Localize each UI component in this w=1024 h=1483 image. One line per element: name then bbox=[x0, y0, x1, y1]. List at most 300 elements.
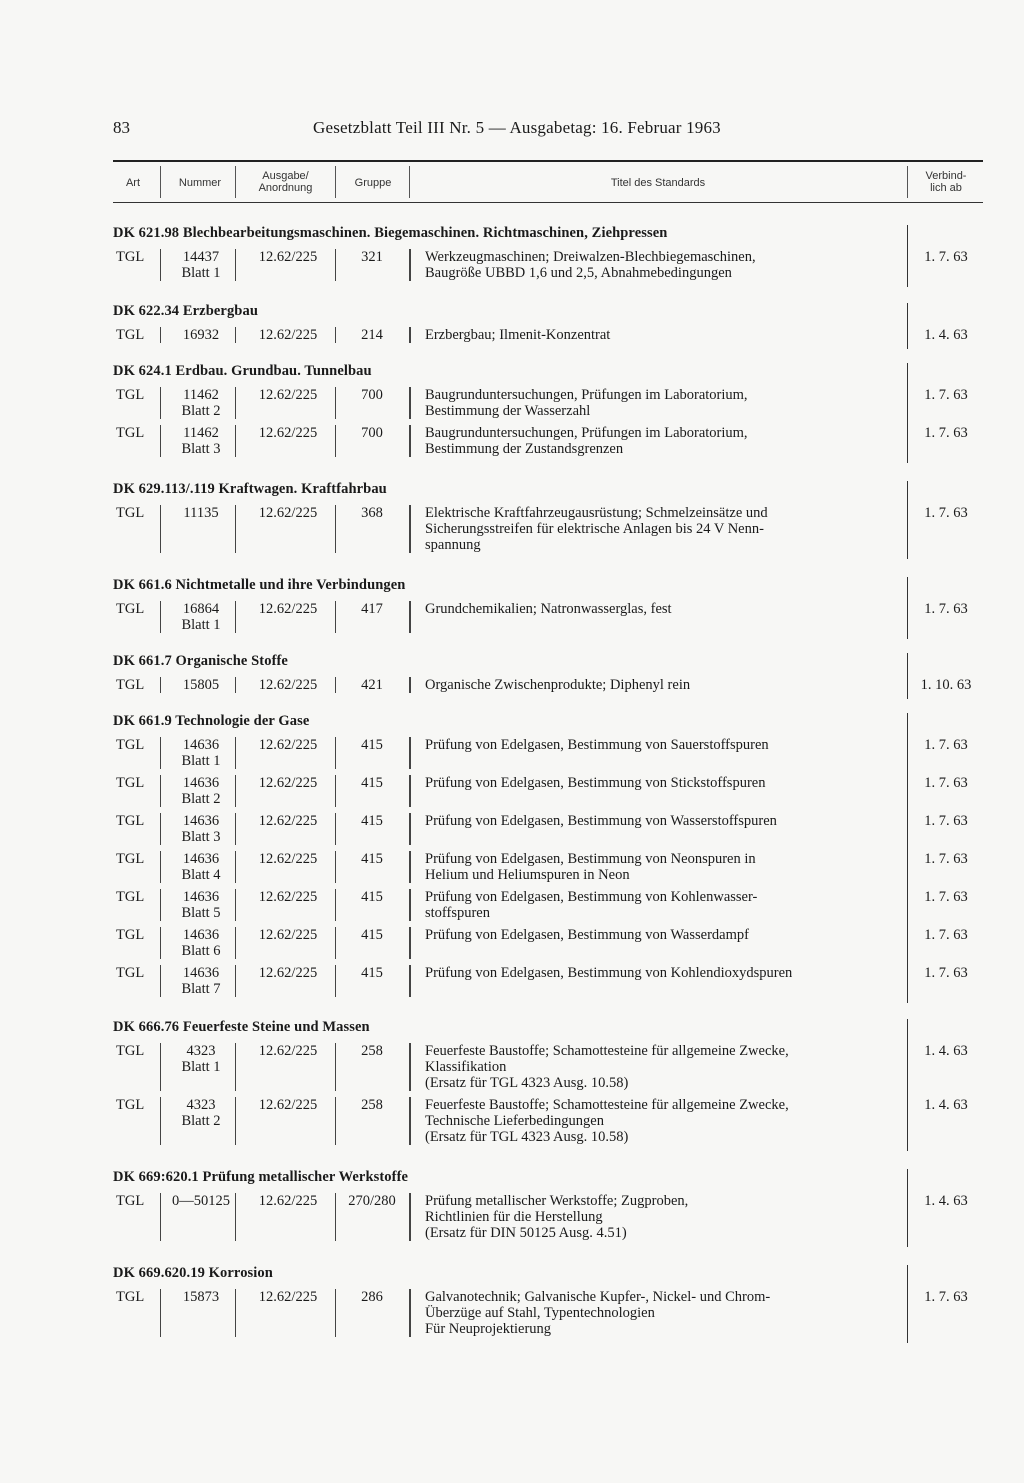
entry-number-line: Blatt 5 bbox=[181, 905, 221, 921]
cell-divider bbox=[409, 813, 411, 845]
cell-divider bbox=[235, 677, 236, 693]
cell-divider bbox=[235, 889, 236, 921]
page-number: 83 bbox=[113, 118, 130, 137]
cell-divider bbox=[409, 327, 411, 343]
entry-number bbox=[161, 889, 241, 921]
cell-divider bbox=[409, 965, 411, 997]
entry-verbindlich: 1. 7. 63 bbox=[924, 249, 968, 265]
entry-number-line: 11462 bbox=[183, 387, 219, 403]
entry-title-line: Prüfung von Edelgasen, Bestimmung von Neonspuren in bbox=[425, 851, 756, 867]
entry-ausgabe: 12.62/225 bbox=[258, 1097, 318, 1113]
dk-section bbox=[113, 1169, 983, 1241]
cell-divider bbox=[160, 775, 161, 807]
dk-heading: DK 661.9 Technologie der Gase bbox=[113, 713, 310, 729]
cell-divider bbox=[409, 425, 411, 457]
entry-title-line: Grundchemikalien; Natronwasserglas, fest bbox=[425, 601, 672, 617]
column-nummer: Nummer bbox=[178, 177, 222, 189]
entry-gruppe: 415 bbox=[361, 889, 383, 905]
column-titel: Titel des Standards bbox=[610, 177, 706, 189]
entry-number bbox=[161, 737, 241, 769]
entry-number-line: Blatt 3 bbox=[181, 441, 221, 457]
entry-gruppe: 270/280 bbox=[348, 1193, 396, 1209]
entry-ausgabe: 12.62/225 bbox=[258, 1043, 318, 1059]
entry-gruppe: 417 bbox=[361, 601, 383, 617]
entry-title-line: Sicherungsstreifen für elektrische Anlagen bis 24 V Nenn- bbox=[425, 521, 764, 537]
cell-divider bbox=[160, 505, 161, 553]
page-header bbox=[113, 118, 983, 148]
entry-title-line: Prüfung metallischer Werkstoffe; Zugproben, bbox=[425, 1193, 689, 1209]
entry-number-line: 16932 bbox=[182, 327, 220, 343]
entry-number-line: Blatt 1 bbox=[181, 753, 221, 769]
entry-title-line: Klassifikation bbox=[425, 1059, 507, 1075]
column-verbindlich bbox=[909, 170, 983, 194]
standards-list bbox=[113, 225, 983, 1337]
cell-divider bbox=[160, 851, 161, 883]
entry-title-line: Prüfung von Edelgasen, Bestimmung von Kohlendioxydspuren bbox=[425, 965, 793, 981]
entry-number-line: 0—50125 bbox=[172, 1193, 230, 1209]
entry-number-line: Blatt 2 bbox=[181, 403, 221, 419]
column-ausgabe bbox=[238, 170, 333, 194]
entry-gruppe: 258 bbox=[361, 1097, 383, 1113]
cell-divider bbox=[160, 425, 161, 457]
entry-verbindlich: 1. 7. 63 bbox=[924, 965, 968, 981]
entry-gruppe: 415 bbox=[361, 965, 383, 981]
entry-title-line: Prüfung von Edelgasen, Bestimmung von Wasserdampf bbox=[425, 927, 749, 943]
entry-gruppe: 415 bbox=[361, 813, 383, 829]
entry-title-line: (Ersatz für DIN 50125 Ausg. 4.51) bbox=[425, 1225, 627, 1241]
entry-title-line: Werkzeugmaschinen; Dreiwalzen-Blechbiegemaschinen, bbox=[425, 249, 756, 265]
entry-number bbox=[161, 851, 241, 883]
entry-number-line: 14636 bbox=[182, 889, 220, 905]
cell-divider bbox=[335, 737, 336, 769]
entry-number-line: Blatt 6 bbox=[181, 943, 221, 959]
entry-number bbox=[161, 1289, 241, 1305]
entry-number bbox=[161, 813, 241, 845]
entry-ausgabe: 12.62/225 bbox=[258, 387, 318, 403]
entry-title bbox=[425, 1193, 905, 1241]
entry-title-line: Für Neuprojektierung bbox=[425, 1321, 552, 1337]
column-ausgabe-line1: Ausgabe/ bbox=[262, 170, 309, 182]
entry-art: TGL bbox=[116, 387, 145, 403]
entry-title bbox=[425, 387, 905, 419]
date-column-rule bbox=[907, 1169, 908, 1247]
date-column-rule bbox=[907, 653, 908, 699]
entry-title bbox=[425, 249, 905, 281]
cell-divider bbox=[235, 1193, 236, 1241]
cell-divider bbox=[235, 425, 236, 457]
entry-title-line: spannung bbox=[425, 537, 481, 553]
entry-ausgabe: 12.62/225 bbox=[258, 249, 318, 265]
cell-divider bbox=[335, 327, 336, 343]
cell-divider bbox=[409, 889, 411, 921]
column-header-row bbox=[113, 162, 983, 203]
entry-ausgabe: 12.62/225 bbox=[258, 425, 318, 441]
dk-section bbox=[113, 1019, 983, 1145]
entry-number-line: 14636 bbox=[182, 813, 220, 829]
entry-ausgabe: 12.62/225 bbox=[258, 1193, 318, 1209]
cell-divider bbox=[160, 737, 161, 769]
cell-divider bbox=[235, 737, 236, 769]
entry-verbindlich: 1. 4. 63 bbox=[924, 1097, 968, 1113]
cell-divider bbox=[335, 927, 336, 959]
dk-heading: DK 661.6 Nichtmetalle und ihre Verbindungen bbox=[113, 577, 406, 593]
column-divider bbox=[160, 166, 161, 198]
entry-number-line: 4323 bbox=[186, 1097, 216, 1113]
entry-number bbox=[161, 1043, 241, 1075]
standard-entry bbox=[113, 327, 983, 343]
standard-entry bbox=[113, 927, 983, 959]
entry-number-line: 15873 bbox=[182, 1289, 220, 1305]
cell-divider bbox=[160, 813, 161, 845]
cell-divider bbox=[409, 601, 411, 633]
entry-gruppe: 214 bbox=[361, 327, 383, 343]
entry-art: TGL bbox=[116, 737, 145, 753]
cell-divider bbox=[160, 1097, 161, 1145]
date-column-rule bbox=[907, 303, 908, 349]
entry-art: TGL bbox=[116, 889, 145, 905]
dk-section bbox=[113, 481, 983, 553]
cell-divider bbox=[235, 249, 236, 281]
entry-title bbox=[425, 677, 905, 693]
standard-entry bbox=[113, 851, 983, 883]
column-divider bbox=[409, 166, 410, 198]
entry-art: TGL bbox=[116, 813, 145, 829]
dk-section bbox=[113, 363, 983, 457]
cell-divider bbox=[409, 927, 411, 959]
standard-entry bbox=[113, 1097, 983, 1145]
entry-title-line: Prüfung von Edelgasen, Bestimmung von Wasserstoffspuren bbox=[425, 813, 777, 829]
entry-gruppe: 321 bbox=[361, 249, 383, 265]
entry-gruppe: 286 bbox=[361, 1289, 383, 1305]
cell-divider bbox=[235, 1097, 236, 1145]
dk-section bbox=[113, 713, 983, 997]
entry-number-line: 14636 bbox=[182, 965, 220, 981]
cell-divider bbox=[335, 1289, 336, 1337]
standard-entry bbox=[113, 1289, 983, 1337]
dk-section bbox=[113, 1265, 983, 1337]
cell-divider bbox=[409, 775, 411, 807]
entry-title-line: stoffspuren bbox=[425, 905, 490, 921]
entry-number-line: 14636 bbox=[182, 927, 220, 943]
entry-verbindlich: 1. 4. 63 bbox=[924, 1193, 968, 1209]
standard-entry bbox=[113, 505, 983, 553]
cell-divider bbox=[235, 775, 236, 807]
entry-verbindlich: 1. 10. 63 bbox=[920, 677, 972, 693]
entry-number bbox=[161, 965, 241, 997]
column-art: Art bbox=[125, 177, 141, 189]
entry-number-line: 14636 bbox=[182, 851, 220, 867]
entry-title bbox=[425, 1043, 905, 1091]
entry-number-line: 14437 bbox=[182, 249, 220, 265]
entry-title-line: (Ersatz für TGL 4323 Ausg. 10.58) bbox=[425, 1075, 629, 1091]
standard-entry bbox=[113, 601, 983, 633]
cell-divider bbox=[235, 601, 236, 633]
entry-verbindlich: 1. 7. 63 bbox=[924, 813, 968, 829]
entry-title-line: Feuerfeste Baustoffe; Schamottesteine für allgemeine Zwecke, bbox=[425, 1043, 789, 1059]
cell-divider bbox=[335, 1097, 336, 1145]
entry-title bbox=[425, 813, 905, 829]
cell-divider bbox=[235, 851, 236, 883]
entry-number-line: Blatt 4 bbox=[181, 867, 221, 883]
entry-title-line: Helium und Heliumspuren in Neon bbox=[425, 867, 630, 883]
entry-art: TGL bbox=[116, 1097, 145, 1113]
cell-divider bbox=[335, 601, 336, 633]
entry-number bbox=[161, 775, 241, 807]
entry-title-line: Elektrische Kraftfahrzeugausrüstung; Schmelzeinsätze und bbox=[425, 505, 768, 521]
entry-art: TGL bbox=[116, 601, 145, 617]
cell-divider bbox=[235, 1043, 236, 1091]
entry-art: TGL bbox=[116, 677, 145, 693]
date-column-rule bbox=[907, 481, 908, 559]
entry-number bbox=[161, 927, 241, 959]
dk-section bbox=[113, 653, 983, 693]
entry-gruppe: 700 bbox=[361, 387, 383, 403]
cell-divider bbox=[409, 1193, 411, 1241]
cell-divider bbox=[335, 889, 336, 921]
entry-art: TGL bbox=[116, 327, 145, 343]
entry-title bbox=[425, 775, 905, 791]
cell-divider bbox=[409, 387, 411, 419]
entry-title-line: Organische Zwischenprodukte; Diphenyl rein bbox=[425, 677, 691, 693]
entry-gruppe: 415 bbox=[361, 737, 383, 753]
entry-title-line: Galvanotechnik; Galvanische Kupfer-, Nickel- und Chrom- bbox=[425, 1289, 771, 1305]
entry-number bbox=[161, 387, 241, 419]
dk-heading: DK 666.76 Feuerfeste Steine und Massen bbox=[113, 1019, 370, 1035]
entry-title-line: Feuerfeste Baustoffe; Schamottesteine für allgemeine Zwecke, bbox=[425, 1097, 789, 1113]
cell-divider bbox=[335, 813, 336, 845]
column-divider bbox=[335, 166, 336, 198]
entry-number-line: Blatt 3 bbox=[181, 829, 221, 845]
column-divider bbox=[907, 166, 908, 198]
column-verbindlich-line2: lich ab bbox=[930, 182, 962, 194]
entry-ausgabe: 12.62/225 bbox=[258, 775, 318, 791]
entry-title bbox=[425, 965, 905, 981]
entry-ausgabe: 12.62/225 bbox=[258, 965, 318, 981]
entry-verbindlich: 1. 7. 63 bbox=[924, 601, 968, 617]
entry-ausgabe: 12.62/225 bbox=[258, 889, 318, 905]
entry-title-line: Prüfung von Edelgasen, Bestimmung von Stickstoffspuren bbox=[425, 775, 766, 791]
cell-divider bbox=[160, 1043, 161, 1091]
cell-divider bbox=[235, 327, 236, 343]
column-verbindlich-line1: Verbind- bbox=[925, 170, 967, 182]
entry-title bbox=[425, 927, 905, 943]
entry-number-line: 15805 bbox=[182, 677, 220, 693]
cell-divider bbox=[409, 851, 411, 883]
entry-number-line: Blatt 1 bbox=[181, 265, 221, 281]
cell-divider bbox=[335, 249, 336, 281]
dk-heading: DK 669.620.19 Korrosion bbox=[113, 1265, 273, 1281]
standard-entry bbox=[113, 1043, 983, 1091]
entry-title bbox=[425, 1097, 905, 1145]
document-page bbox=[113, 118, 983, 1337]
cell-divider bbox=[409, 1097, 411, 1145]
entry-number-line: 14636 bbox=[182, 775, 220, 791]
cell-divider bbox=[235, 927, 236, 959]
entry-number bbox=[161, 1097, 241, 1129]
entry-title-line: Prüfung von Edelgasen, Bestimmung von Kohlenwasser- bbox=[425, 889, 758, 905]
entry-title-line: Bestimmung der Wasserzahl bbox=[425, 403, 591, 419]
entry-title bbox=[425, 505, 905, 553]
dk-section bbox=[113, 303, 983, 343]
entry-art: TGL bbox=[116, 1193, 145, 1209]
entry-art: TGL bbox=[116, 775, 145, 791]
entry-title-line: Baugrunduntersuchungen, Prüfungen im Laboratorium, bbox=[425, 387, 748, 403]
entry-number-line: 11462 bbox=[183, 425, 219, 441]
entry-title bbox=[425, 425, 905, 457]
entry-ausgabe: 12.62/225 bbox=[258, 813, 318, 829]
cell-divider bbox=[335, 1043, 336, 1091]
entry-number bbox=[161, 505, 241, 521]
column-gruppe: Gruppe bbox=[354, 177, 392, 189]
standard-entry bbox=[113, 737, 983, 769]
standard-entry bbox=[113, 775, 983, 807]
entry-verbindlich: 1. 7. 63 bbox=[924, 387, 968, 403]
entry-gruppe: 415 bbox=[361, 851, 383, 867]
entry-verbindlich: 1. 7. 63 bbox=[924, 1289, 968, 1305]
date-column-rule bbox=[907, 577, 908, 639]
entry-verbindlich: 1. 7. 63 bbox=[924, 737, 968, 753]
entry-gruppe: 421 bbox=[361, 677, 383, 693]
standard-entry bbox=[113, 1193, 983, 1241]
entry-title bbox=[425, 1289, 905, 1337]
entry-title-line: Baugröße UBBD 1,6 und 2,5, Abnahmebedingungen bbox=[425, 265, 732, 281]
entry-verbindlich: 1. 4. 63 bbox=[924, 1043, 968, 1059]
entry-art: TGL bbox=[116, 927, 145, 943]
entry-ausgabe: 12.62/225 bbox=[258, 851, 318, 867]
entry-verbindlich: 1. 7. 63 bbox=[924, 505, 968, 521]
cell-divider bbox=[335, 1193, 336, 1241]
cell-divider bbox=[335, 677, 336, 693]
entry-title bbox=[425, 851, 905, 883]
entry-title bbox=[425, 601, 905, 617]
entry-number-line: Blatt 1 bbox=[181, 617, 221, 633]
cell-divider bbox=[160, 601, 161, 633]
cell-divider bbox=[160, 1193, 161, 1241]
entry-ausgabe: 12.62/225 bbox=[258, 505, 318, 521]
cell-divider bbox=[235, 1289, 236, 1337]
cell-divider bbox=[160, 249, 161, 281]
page-header-title: Gesetzblatt Teil III Nr. 5 — Ausgabetag: 16. Februar 1963 bbox=[313, 118, 721, 137]
entry-art: TGL bbox=[116, 425, 145, 441]
entry-number-line: Blatt 2 bbox=[181, 791, 221, 807]
cell-divider bbox=[335, 775, 336, 807]
entry-verbindlich: 1. 7. 63 bbox=[924, 851, 968, 867]
entry-number-line: 16864 bbox=[182, 601, 220, 617]
entry-title-line: Prüfung von Edelgasen, Bestimmung von Sauerstoffspuren bbox=[425, 737, 769, 753]
cell-divider bbox=[335, 505, 336, 553]
entry-number bbox=[161, 425, 241, 457]
entry-title-line: (Ersatz für TGL 4323 Ausg. 10.58) bbox=[425, 1129, 629, 1145]
date-column-rule bbox=[907, 363, 908, 463]
entry-art: TGL bbox=[116, 249, 145, 265]
entry-verbindlich: 1. 7. 63 bbox=[924, 425, 968, 441]
entry-ausgabe: 12.62/225 bbox=[258, 737, 318, 753]
standard-entry bbox=[113, 249, 983, 281]
column-ausgabe-line2: Anordnung bbox=[258, 182, 313, 194]
standard-entry bbox=[113, 889, 983, 921]
cell-divider bbox=[160, 965, 161, 997]
dk-heading: DK 624.1 Erdbau. Grundbau. Tunnelbau bbox=[113, 363, 372, 379]
cell-divider bbox=[409, 1043, 411, 1091]
dk-heading: DK 629.113/.119 Kraftwagen. Kraftfahrbau bbox=[113, 481, 387, 497]
entry-number-line: 4323 bbox=[186, 1043, 216, 1059]
cell-divider bbox=[160, 1289, 161, 1337]
dk-heading: DK 621.98 Blechbearbeitungsmaschinen. Biegemaschinen. Richtmaschinen, Ziehpressen bbox=[113, 225, 668, 241]
entry-title-line: Erzbergbau; Ilmenit-Konzentrat bbox=[425, 327, 611, 343]
date-column-rule bbox=[907, 1019, 908, 1151]
entry-ausgabe: 12.62/225 bbox=[258, 601, 318, 617]
entry-verbindlich: 1. 7. 63 bbox=[924, 889, 968, 905]
entry-title bbox=[425, 889, 905, 921]
entry-number bbox=[161, 677, 241, 693]
entry-ausgabe: 12.62/225 bbox=[258, 927, 318, 943]
entry-title-line: Baugrunduntersuchungen, Prüfungen im Laboratorium, bbox=[425, 425, 748, 441]
date-column-rule bbox=[907, 225, 908, 287]
entry-title-line: Bestimmung der Zustandsgrenzen bbox=[425, 441, 624, 457]
standard-entry bbox=[113, 387, 983, 419]
column-divider bbox=[235, 166, 236, 198]
dk-heading: DK 622.34 Erzbergbau bbox=[113, 303, 258, 319]
cell-divider bbox=[335, 387, 336, 419]
cell-divider bbox=[335, 851, 336, 883]
cell-divider bbox=[160, 889, 161, 921]
date-column-rule bbox=[907, 1265, 908, 1343]
entry-art: TGL bbox=[116, 965, 145, 981]
entry-gruppe: 258 bbox=[361, 1043, 383, 1059]
standard-entry bbox=[113, 965, 983, 997]
cell-divider bbox=[409, 677, 411, 693]
entry-title-line: Technische Lieferbedingungen bbox=[425, 1113, 604, 1129]
entry-verbindlich: 1. 4. 63 bbox=[924, 327, 968, 343]
entry-gruppe: 415 bbox=[361, 927, 383, 943]
entry-ausgabe: 12.62/225 bbox=[258, 1289, 318, 1305]
entry-art: TGL bbox=[116, 505, 145, 521]
entry-number-line: Blatt 1 bbox=[181, 1059, 221, 1075]
cell-divider bbox=[235, 965, 236, 997]
entry-number-line: 14636 bbox=[182, 737, 220, 753]
entry-art: TGL bbox=[116, 1289, 145, 1305]
entry-title-line: Richtlinien für die Herstellung bbox=[425, 1209, 603, 1225]
entry-verbindlich: 1. 7. 63 bbox=[924, 775, 968, 791]
entry-gruppe: 368 bbox=[361, 505, 383, 521]
entry-ausgabe: 12.62/225 bbox=[258, 677, 318, 693]
entry-number-line: Blatt 2 bbox=[181, 1113, 221, 1129]
cell-divider bbox=[409, 1289, 411, 1337]
entry-title bbox=[425, 327, 905, 343]
cell-divider bbox=[409, 737, 411, 769]
dk-section bbox=[113, 577, 983, 633]
entry-number bbox=[161, 1193, 241, 1209]
dk-heading: DK 661.7 Organische Stoffe bbox=[113, 653, 288, 669]
entry-number-line: Blatt 7 bbox=[181, 981, 221, 997]
dk-heading: DK 669:620.1 Prüfung metallischer Werkstoffe bbox=[113, 1169, 409, 1185]
cell-divider bbox=[160, 677, 161, 693]
entry-number bbox=[161, 249, 241, 281]
entry-number-line: 11135 bbox=[183, 505, 219, 521]
cell-divider bbox=[335, 425, 336, 457]
entry-ausgabe: 12.62/225 bbox=[258, 327, 318, 343]
cell-divider bbox=[160, 387, 161, 419]
cell-divider bbox=[160, 327, 161, 343]
standard-entry bbox=[113, 677, 983, 693]
standard-entry bbox=[113, 425, 983, 457]
cell-divider bbox=[335, 965, 336, 997]
entry-art: TGL bbox=[116, 851, 145, 867]
entry-verbindlich: 1. 7. 63 bbox=[924, 927, 968, 943]
entry-gruppe: 700 bbox=[361, 425, 383, 441]
dk-section bbox=[113, 225, 983, 281]
cell-divider bbox=[409, 505, 411, 553]
